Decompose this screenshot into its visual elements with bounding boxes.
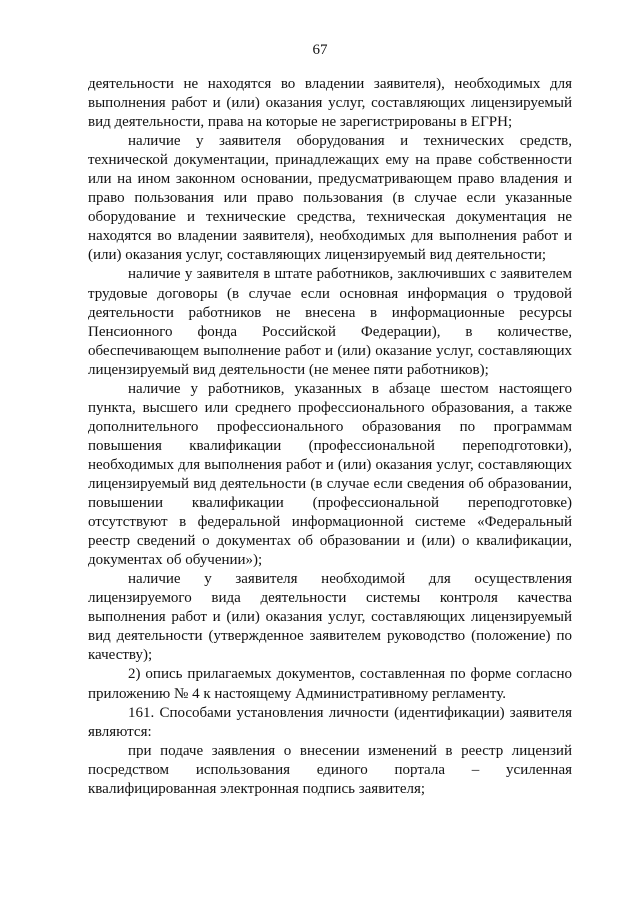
paragraph-electronic-signature: при подаче заявления о внесении изменений в реестр лицензий посредством использования единого портала – усиленная квалифицированная электронная подпись заявителя;	[88, 742, 572, 797]
paragraph-education: наличие у работников, указанных в абзаце шестом настоящего пункта, высшего или среднего профессионального образования, а также дополнительного профессионального образования по программам повышения квалификации (профессиональной переподготовки), необходимых для выполнения работ и (или) оказания услуг, составляющих лицензируемый вид деятельности (в случае если сведения об образовании, повышении квалификации (профессиональной переподготовке) отсутствуют в федеральной информационной системе «Федеральный реестр сведений о документах об образовании и (или) о квалификации, документах об обучении»);	[88, 380, 572, 569]
paragraph-document-inventory: 2) опись прилагаемых документов, составленная по форме согласно приложению № 4 к настоящему Административному регламенту.	[88, 666, 572, 702]
page-number: 67	[312, 42, 328, 58]
paragraph-equipment: наличие у заявителя оборудования и технических средств, технической документации, принадлежащих ему на праве собственности или на ином законном основании, предусматривающем право владения и право пользования или право пользования (в случае если указанные оборудование и технические средства, техническая документация не находятся во владении заявителя), необходимых для выполнения работ и (или) оказания услуг, составляющих лицензируемый вид деятельности;	[88, 133, 572, 264]
paragraph-staff: наличие у заявителя в штате работников, заключивших с заявителем трудовые договоры (в случае если основная информация о трудовой деятельности работников не внесена в информационные ресурсы Пенсионного фонда Российской Федерации), в количестве, обеспечивающем выполнение работ и (или) оказание услуг, составляющих лицензируемый вид деятельности (не менее пяти работников);	[88, 266, 572, 378]
paragraph-ownership-rights: деятельности не находятся во владении заявителя), необходимых для выполнения работ и (или) оказания услуг, составляющих лицензируемый вид деятельности, права на которые не зарегистрированы в ЕГРН;	[88, 76, 572, 131]
document-body	[88, 75, 572, 799]
paragraph-identification-methods: 161. Способами установления личности (идентификации) заявителя являются:	[88, 704, 572, 740]
paragraph-quality-control: наличие у заявителя необходимой для осуществления лицензируемого вида деятельности системы контроля качества выполнения работ и (или) оказания услуг, составляющих лицензируемый вид деятельности (утвержденное заявителем руководство (положение) по качеству);	[88, 571, 572, 664]
